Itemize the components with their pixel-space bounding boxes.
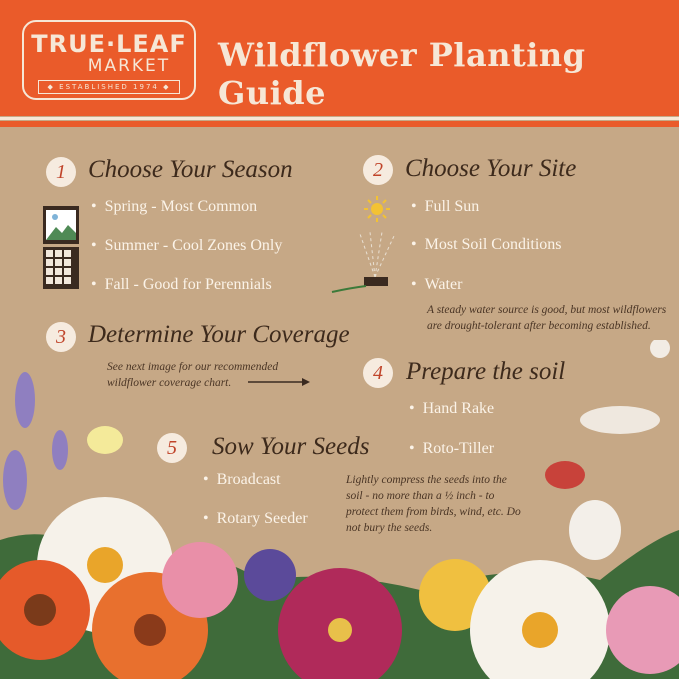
step-4-item: • Roto-Tiller: [409, 440, 494, 458]
step-2-heading: Choose Your Site: [405, 155, 577, 182]
step-2-number: 2: [363, 155, 393, 185]
logo-line1: TRUE·LEAF: [31, 30, 187, 58]
step-4-heading: Prepare the soil: [406, 358, 566, 385]
step-4-number: 4: [363, 358, 393, 388]
header-divider: [0, 117, 679, 120]
step-2-item: • Most Soil Conditions: [411, 236, 562, 254]
step-1-item: • Spring - Most Common: [91, 198, 257, 216]
step-3-heading: Determine Your Coverage: [88, 321, 350, 348]
step-1-item: • Fall - Good for Perennials: [91, 276, 272, 294]
step-1-heading: Choose Your Season: [88, 156, 293, 183]
step-5-item: • Broadcast: [203, 471, 281, 489]
step-2-note: A steady water source is good, but most wildflowers are drought-tolerant after becoming established.: [427, 304, 667, 332]
calendar-icon: [42, 203, 80, 289]
step-2-item: • Water: [411, 276, 462, 294]
step-5-note: Lightly compress the seeds into the soil - no more than a ½ inch - to protect them from birds, wind, etc. Do not bury the seeds.: [346, 474, 521, 534]
step-4-item: • Hand Rake: [409, 400, 494, 418]
header-band: [0, 121, 679, 127]
step-3-note: See next image for our recommended wildflower coverage chart.: [107, 361, 279, 389]
sun-icon: [364, 196, 390, 222]
step-5-number: 5: [157, 433, 187, 463]
step-5-heading: Sow Your Seeds: [212, 433, 370, 460]
sprinkler-icon: [330, 232, 410, 296]
step-1-item: • Summer - Cool Zones Only: [91, 237, 282, 255]
step-2-item: • Full Sun: [411, 198, 479, 216]
step-1-number: 1: [46, 157, 76, 187]
step-3-number: 3: [46, 322, 76, 352]
wildflower-illustration: [0, 340, 679, 679]
logo-established: ◆ ESTABLISHED 1974 ◆: [38, 80, 180, 94]
logo-line2: MARKET: [87, 56, 171, 76]
true-leaf-market-logo: [22, 20, 196, 100]
step-5-item: • Rotary Seeder: [203, 510, 308, 528]
page-title: Wildflower Planting Guide: [218, 36, 586, 112]
